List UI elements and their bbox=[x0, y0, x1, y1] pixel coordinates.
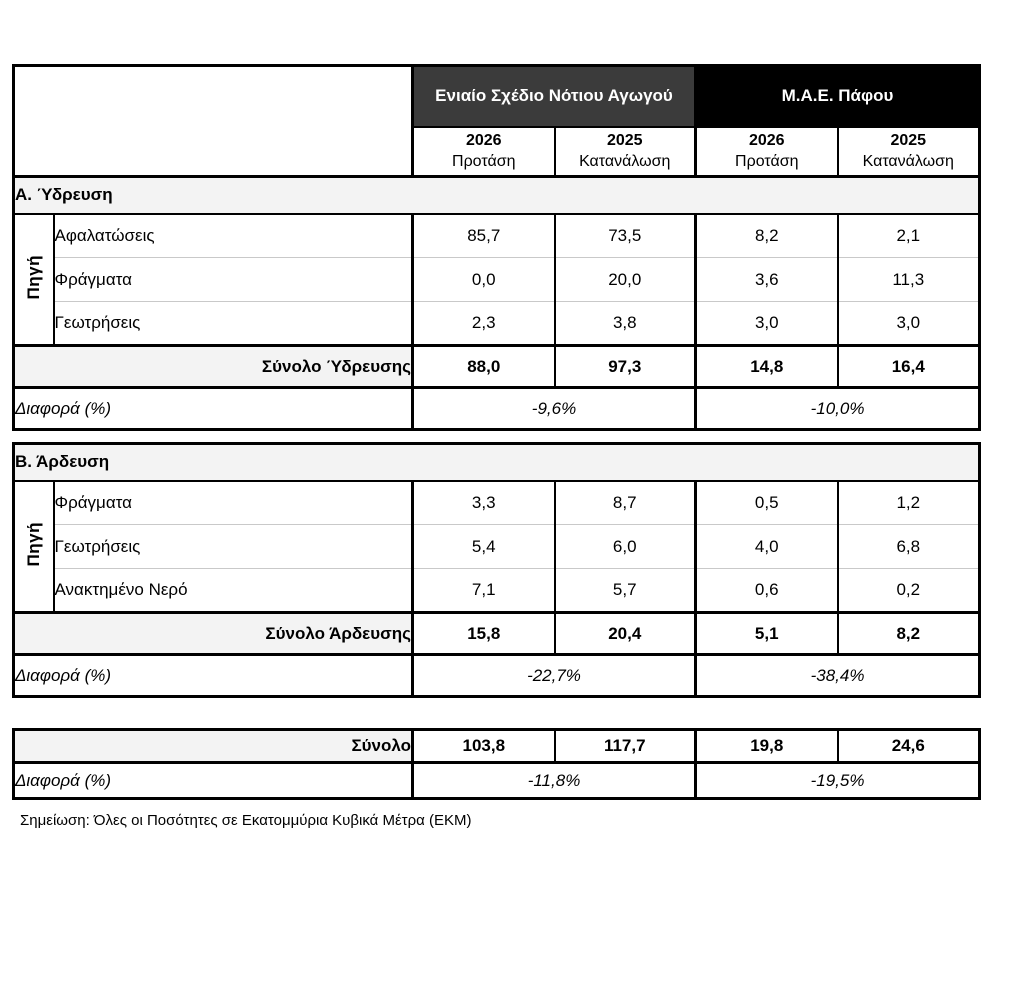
value-cell: 0,2 bbox=[838, 569, 980, 613]
value-cell: 7,1 bbox=[413, 569, 555, 613]
value-cell: 3,3 bbox=[413, 481, 555, 525]
row-label: Γεωτρήσεις bbox=[54, 302, 413, 346]
footnote: Σημείωση: Όλες οι Ποσότητες σε Εκατομμύρια Κυβικά Μέτρα (ΕΚΜ) bbox=[20, 812, 472, 829]
column-header bbox=[838, 127, 980, 177]
difference-value: -38,4% bbox=[696, 655, 980, 697]
table-row bbox=[14, 214, 980, 258]
total-value: 16,4 bbox=[838, 346, 980, 388]
difference-value: -22,7% bbox=[413, 655, 696, 697]
section-a-title: Α. Ύδρευση bbox=[14, 177, 980, 214]
column-header bbox=[696, 127, 838, 177]
column-type: Κατανάλωση bbox=[579, 153, 671, 171]
total-value: 15,8 bbox=[413, 613, 555, 655]
column-year: 2025 bbox=[890, 131, 927, 149]
value-cell: 6,0 bbox=[555, 525, 696, 569]
group-header-row bbox=[14, 66, 980, 127]
column-type: Κατανάλωση bbox=[862, 153, 954, 171]
section-b-title: Β. Άρδευση bbox=[14, 444, 980, 481]
table-row bbox=[14, 302, 980, 346]
value-cell: 1,2 bbox=[838, 481, 980, 525]
value-cell: 20,0 bbox=[555, 258, 696, 302]
difference-label: Διαφορά (%) bbox=[15, 665, 112, 685]
row-label: Γεωτρήσεις bbox=[54, 525, 413, 569]
section-b-header-row bbox=[14, 444, 980, 481]
group-header-mae: Μ.Α.Ε. Πάφου bbox=[696, 66, 980, 127]
source-side-label bbox=[14, 214, 54, 346]
difference-value: -10,0% bbox=[696, 388, 980, 430]
row-label: Ανακτημένο Νερό bbox=[54, 569, 413, 613]
value-cell: 3,0 bbox=[838, 302, 980, 346]
grand-total-row bbox=[14, 730, 980, 763]
difference-label: Διαφορά (%) bbox=[15, 770, 112, 790]
value-cell: 6,8 bbox=[838, 525, 980, 569]
total-label: Σύνολο bbox=[14, 730, 413, 763]
total-value: 19,8 bbox=[696, 730, 838, 763]
section-a-header-row bbox=[14, 177, 980, 214]
row-label: Φράγματα bbox=[54, 258, 413, 302]
value-cell: 2,1 bbox=[838, 214, 980, 258]
total-value: 117,7 bbox=[555, 730, 696, 763]
section-b-difference-row bbox=[14, 655, 980, 697]
value-cell: 3,8 bbox=[555, 302, 696, 346]
column-type: Προτάση bbox=[452, 153, 516, 171]
difference-label: Διαφορά (%) bbox=[15, 398, 112, 418]
total-value: 24,6 bbox=[838, 730, 980, 763]
difference-value: -9,6% bbox=[413, 388, 696, 430]
table-row bbox=[14, 569, 980, 613]
value-cell: 85,7 bbox=[413, 214, 555, 258]
section-a-total-row bbox=[14, 346, 980, 388]
irrigation-table bbox=[12, 442, 981, 698]
grand-difference-row bbox=[14, 763, 980, 799]
row-label: Φράγματα bbox=[54, 492, 132, 512]
difference-value: -19,5% bbox=[696, 763, 980, 799]
section-a-difference-row bbox=[14, 388, 980, 430]
source-side-label bbox=[14, 481, 54, 613]
value-cell: 2,3 bbox=[413, 302, 555, 346]
total-value: 20,4 bbox=[555, 613, 696, 655]
column-header bbox=[413, 127, 555, 177]
column-year: 2026 bbox=[748, 131, 785, 149]
value-cell: 11,3 bbox=[838, 258, 980, 302]
total-value: 103,8 bbox=[413, 730, 555, 763]
total-label: Σύνολο Άρδευσης bbox=[14, 613, 413, 655]
value-cell: 3,6 bbox=[696, 258, 838, 302]
row-label: Αφαλατώσεις bbox=[54, 225, 155, 245]
total-value: 8,2 bbox=[838, 613, 980, 655]
column-header bbox=[555, 127, 696, 177]
value-cell: 0,6 bbox=[696, 569, 838, 613]
source-label-text: Πηγή bbox=[23, 521, 43, 566]
difference-value: -11,8% bbox=[413, 763, 696, 799]
value-cell: 4,0 bbox=[696, 525, 838, 569]
total-value: 88,0 bbox=[413, 346, 555, 388]
column-year: 2025 bbox=[606, 131, 643, 149]
value-cell: 0,5 bbox=[696, 481, 838, 525]
total-value: 5,1 bbox=[696, 613, 838, 655]
section-b-total-row bbox=[14, 613, 980, 655]
value-cell: 5,7 bbox=[555, 569, 696, 613]
value-cell: 5,4 bbox=[413, 525, 555, 569]
total-label: Σύνολο Ύδρευσης bbox=[14, 346, 413, 388]
source-label-text: Πηγή bbox=[23, 254, 43, 299]
value-cell: 8,2 bbox=[696, 214, 838, 258]
table-row bbox=[14, 481, 980, 525]
value-cell: 8,7 bbox=[555, 481, 696, 525]
table-row bbox=[14, 525, 980, 569]
value-cell: 3,0 bbox=[696, 302, 838, 346]
grand-total-table bbox=[12, 728, 981, 800]
group-header-esna: Ενιαίο Σχέδιο Νότιου Αγωγού bbox=[413, 66, 696, 127]
table-row bbox=[14, 258, 980, 302]
column-type: Προτάση bbox=[735, 153, 799, 171]
value-cell: 73,5 bbox=[555, 214, 696, 258]
column-year: 2026 bbox=[465, 131, 502, 149]
total-value: 14,8 bbox=[696, 346, 838, 388]
total-value: 97,3 bbox=[555, 346, 696, 388]
value-cell: 0,0 bbox=[413, 258, 555, 302]
corner-cell bbox=[14, 66, 413, 177]
water-supply-table bbox=[12, 64, 981, 431]
